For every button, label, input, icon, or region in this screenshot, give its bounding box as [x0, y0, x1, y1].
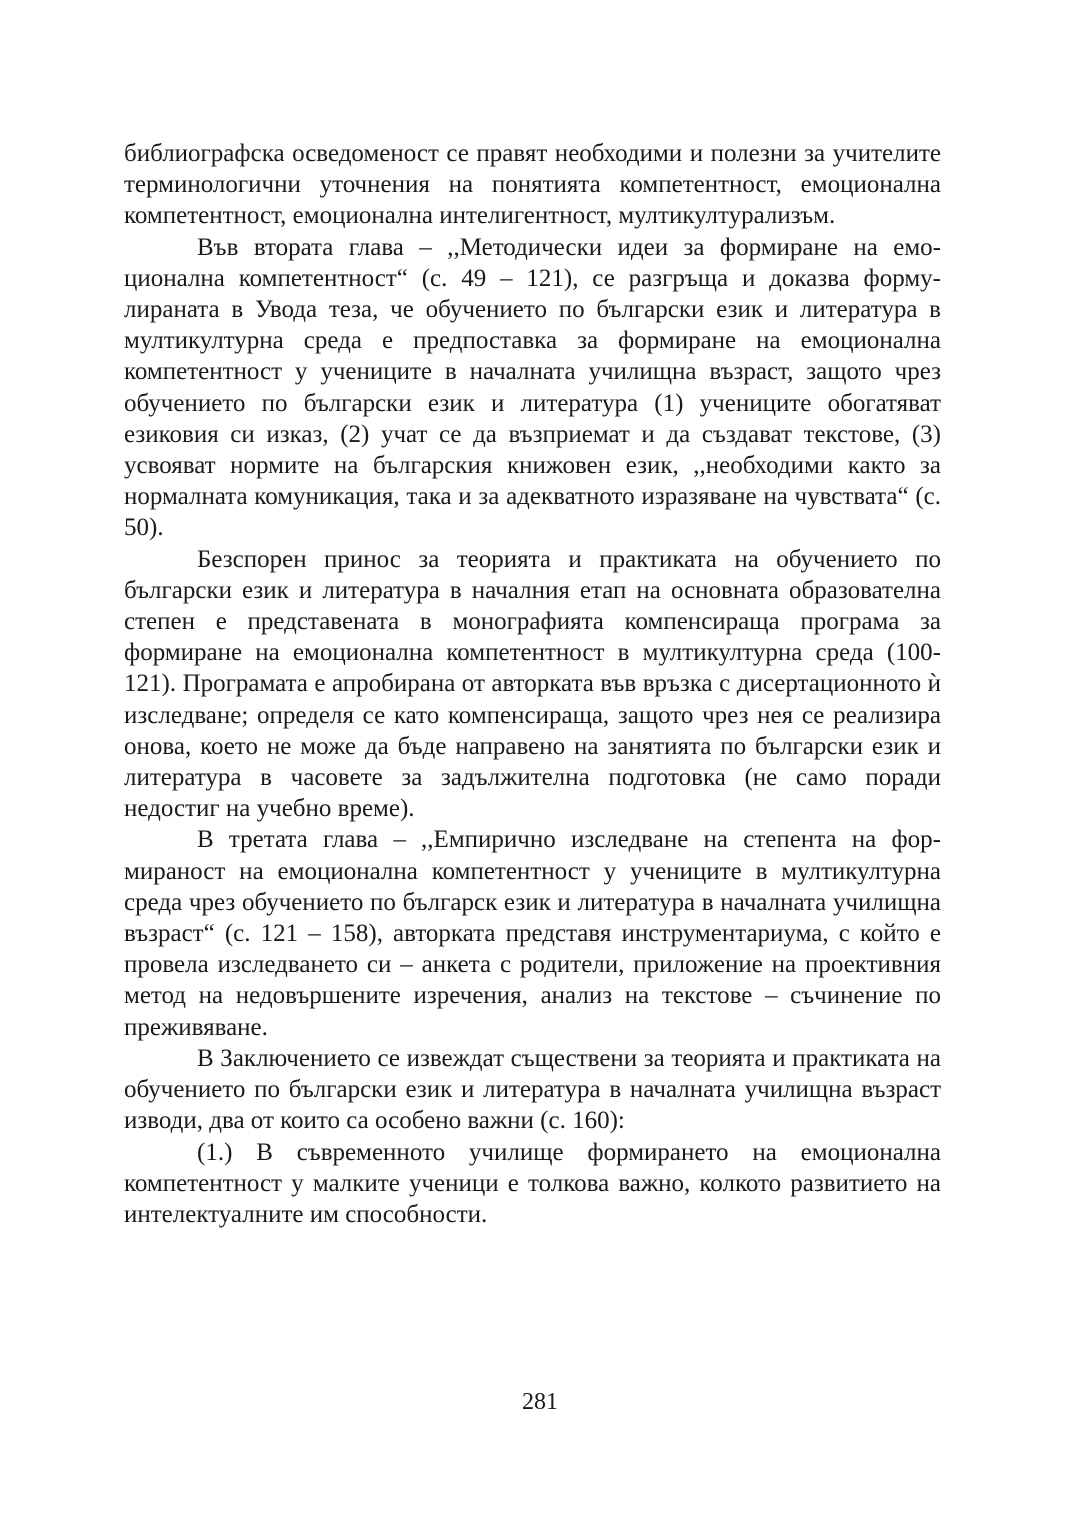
paragraph-1: библиографска осведоменост се правят необходими и полезни за учителите терминологични уточнения на понятията компетентност, емоционална компетентност, емоционална интелигентност, мултикултурализъм.	[124, 140, 941, 230]
paragraph-2: Във втората глава – ,,Методически идеи за формиране на емоционална компетентност“ (с. 49 – 121), се разгръща и доказва формулираната в Увода теза, че обучението по български език и литература в мултикултурна среда е предпоставка за формиране на емоционална компетентност у учениците в началната училищна възраст, защото чрез обучението по български език и литература (1) учениците обогатяват езиковия си изказ, (2) учат се да възприемат и да създават текстове, (3) усвояват нормите на българския книжовен език, ,,необходими както за нормалната комуникация, така и за адекватното изразяване на чувствата“ (с. 50).	[124, 233, 941, 542]
paragraph-5: В Заключението се извеждат съществени за теорията и практиката на обучението по български език и литература в началната училищна възраст изводи, два от които са особено важни (с. 160):	[124, 1044, 941, 1135]
page-number: 281	[522, 1389, 558, 1415]
paragraph-6: (1.) В съвременното училище формирането на емоционална компетентност у малките ученици е толкова важно, колкото развитието на интелектуалните им способности.	[124, 1138, 941, 1228]
paragraph-4: В третата глава – ,,Емпирично изследване на степента на формираност на емоционална компетентност у учениците в мултикултурна среда чрез обучението по българск език и литература в началната училищна възраст“ (с. 121 – 158), авторката представя инструментариума, с който е провела изследването си – анкета с родители, приложение на проективния метод на недовършените изречения, анализ на текстове – съчинение по преживяване.	[124, 826, 941, 1041]
paragraph-3: Безспорен принос за теорията и практиката на обучението по български език и литература в началния етап на основната образователна степен е представената в монографията компенсираща програма за формиране на емоционална компетентност в мултикултурна среда (100-121). Програмата е апробирана от авторката във връзка с дисертационното ѝ изследване; определя се като компенсираща, защото чрез нея се реализира онова, което не може да бъде направено на занятията по български език и литература в часовете за задължителна подготовка (не само поради недостиг на учебно време).	[124, 545, 941, 823]
page-body	[124, 138, 941, 1230]
